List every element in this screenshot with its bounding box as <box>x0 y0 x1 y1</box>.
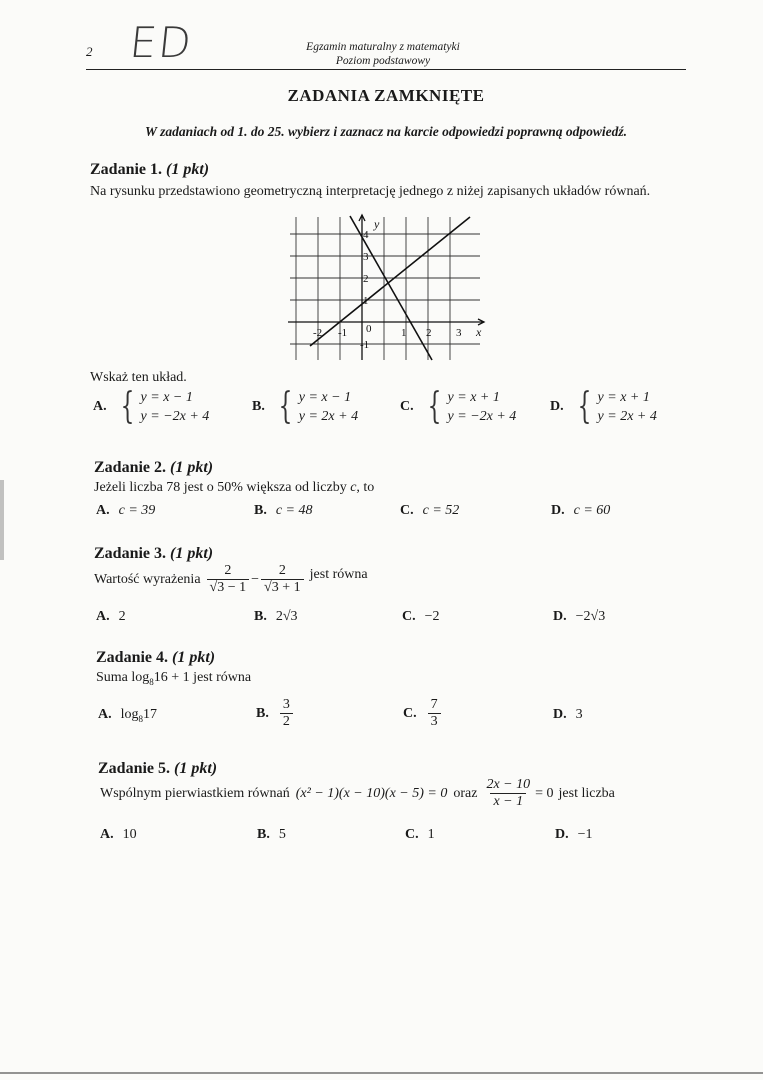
option-value: $\log_817$ <box>120 707 158 724</box>
task-5-option-b[interactable] <box>257 827 286 843</box>
minus-sign: − <box>251 571 260 587</box>
fraction-denominator: 3 <box>428 713 441 730</box>
y-tick: 4 <box>363 229 369 241</box>
task-3-text <box>94 563 368 596</box>
equation-2: y = 2x + 4 <box>597 409 657 424</box>
task-2-option-b[interactable] <box>254 503 313 519</box>
exam-level: Poziom podstawowy <box>335 55 431 67</box>
option-value: 2√3 <box>275 609 298 624</box>
option-label: D. <box>551 503 565 518</box>
option-value: 5 <box>278 827 286 842</box>
option-label: C. <box>400 399 414 414</box>
task-title-text: Zadanie 4. <box>96 649 169 666</box>
option-label: B. <box>256 705 269 721</box>
exam-title: Egzamin maturalny z matematyki <box>306 41 460 53</box>
equation-1: y = x − 1 <box>298 390 352 405</box>
x-tick: 3 <box>456 327 462 339</box>
option-label: B. <box>254 503 267 518</box>
option-value: c = 60 <box>573 503 611 518</box>
handwritten-initials: ED <box>127 18 196 67</box>
task-1-option-b[interactable]: B. { y = x − 1 y = 2x + 4 <box>252 386 359 427</box>
task-title-text: Zadanie 3. <box>94 545 167 562</box>
equation-2: y = 2x + 4 <box>298 409 359 424</box>
task-5-option-c[interactable] <box>405 827 435 843</box>
x-tick: -1 <box>338 327 348 339</box>
task-4-option-a[interactable] <box>98 707 157 724</box>
task-1-question: Wskaż ten układ. <box>90 370 187 385</box>
task-4-option-c[interactable] <box>403 697 443 730</box>
text-part: Wspólnym pierwiastkiem równań <box>100 785 290 801</box>
fraction-numerator: 2 <box>224 563 232 578</box>
instructions: W zadaniach od 1. do 25. wybierz i zaznacz na karcie odpowiedzi poprawną odpowiedź. <box>144 124 628 139</box>
task-1-option-c[interactable]: C. { y = x + 1 y = −2x + 4 <box>400 386 517 427</box>
option-label: B. <box>252 399 265 414</box>
task-points: (1 pkt) <box>166 161 210 178</box>
fraction-1 <box>207 563 250 596</box>
page-number: 2 <box>86 44 93 59</box>
x-tick: 0 <box>366 323 372 335</box>
task-1-text: Na rysunku przedstawiono geometryczną interpretację jednego z niżej zapisanych układów równań. <box>90 184 651 199</box>
header-rule <box>86 69 686 70</box>
task-5-text <box>100 777 615 810</box>
equation-1: y = x − 1 <box>140 390 193 405</box>
x-tick: 1 <box>401 327 407 339</box>
y-tick: 3 <box>363 251 369 263</box>
option-value: 2 <box>118 609 126 624</box>
option-value: 3 <box>575 707 583 722</box>
task-3-option-d[interactable] <box>553 609 605 625</box>
scan-edge-mark <box>0 480 4 560</box>
y-tick: 2 <box>363 273 369 285</box>
y-axis-label: y <box>374 217 380 231</box>
option-fraction <box>428 697 441 730</box>
option-value: c = 39 <box>118 503 156 518</box>
equation-b-tail: = 0 <box>535 785 554 801</box>
text-part: oraz <box>453 785 478 801</box>
option-label: C. <box>403 705 417 721</box>
option-label: A. <box>93 399 107 414</box>
option-value: −1 <box>577 827 593 842</box>
option-fraction <box>280 697 293 730</box>
option-value: −2√3 <box>575 609 606 624</box>
task-4-option-d[interactable] <box>553 707 583 723</box>
text-part: Suma log <box>96 670 150 685</box>
section-title: ZADANIA ZAMKNIĘTE <box>287 86 485 105</box>
task-points: (1 pkt) <box>174 760 218 777</box>
text-part: , to <box>356 480 375 495</box>
fraction-denominator: √3 − 1 <box>207 579 250 596</box>
option-label: B. <box>254 609 267 624</box>
fraction-denominator: x − 1 <box>490 793 526 810</box>
equation-2: y = −2x + 4 <box>447 409 517 424</box>
option-value: c = 52 <box>422 503 460 518</box>
y-tick: -1 <box>360 339 370 351</box>
option-label: A. <box>96 609 110 624</box>
option-label: D. <box>553 707 567 722</box>
task-2-text <box>94 479 374 496</box>
graph-lines <box>310 216 470 360</box>
task-5-option-a[interactable] <box>100 827 137 843</box>
fraction-numerator: 2 <box>278 563 286 578</box>
task-1-graph <box>280 212 490 362</box>
x-tick: -2 <box>313 327 323 339</box>
task-5-title <box>98 760 217 778</box>
task-1-option-a[interactable]: A. { y = x − 1 y = −2x + 4 <box>93 386 210 427</box>
x-tick: 2 <box>426 327 432 339</box>
fraction-numerator: 2x − 10 <box>486 777 531 792</box>
x-axis-label: x <box>476 325 482 339</box>
task-4-option-b[interactable] <box>256 697 295 730</box>
option-label: D. <box>550 399 564 414</box>
option-label: D. <box>555 827 569 842</box>
task-points: (1 pkt) <box>172 649 216 666</box>
text-part: Jeżeli liczba 78 jest o 50% większa od liczby <box>94 480 351 495</box>
task-points: (1 pkt) <box>170 459 214 476</box>
task-1-option-d[interactable]: D. { y = x + 1 y = 2x + 4 <box>550 386 657 427</box>
option-label: A. <box>98 707 112 723</box>
option-value: 10 <box>122 827 137 842</box>
task-title-text: Zadanie 5. <box>98 760 171 777</box>
equation-a: (x² − 1)(x − 10)(x − 5) = 0 <box>295 785 448 801</box>
task-points: (1 pkt) <box>170 545 214 562</box>
text-part: Wartość wyrażenia <box>94 571 201 587</box>
line-increasing <box>310 217 470 346</box>
option-label: B. <box>257 827 270 842</box>
task-1-title <box>90 161 209 179</box>
task-3-title <box>94 545 213 563</box>
task-3-option-a[interactable] <box>96 609 126 625</box>
task-title-text: Zadanie 1. <box>90 161 163 178</box>
task-2-option-d[interactable] <box>551 503 610 519</box>
text-part: jest równa <box>309 566 368 582</box>
task-5-option-d[interactable] <box>555 827 593 843</box>
equation-2: y = −2x + 4 <box>140 409 210 424</box>
task-3-option-c[interactable] <box>402 609 440 625</box>
equation-1: y = x + 1 <box>597 390 650 405</box>
y-tick: 1 <box>363 295 369 307</box>
option-label: A. <box>96 503 110 518</box>
task-title-text: Zadanie 2. <box>94 459 167 476</box>
equation-b-fraction <box>483 777 533 810</box>
task-3-option-b[interactable] <box>254 609 298 625</box>
option-label: C. <box>405 827 419 842</box>
task-2-option-a[interactable] <box>96 503 155 519</box>
option-label: C. <box>402 609 416 624</box>
option-value: −2 <box>424 609 440 624</box>
option-label: D. <box>553 609 567 624</box>
option-label: C. <box>400 503 414 518</box>
scan-bottom-edge <box>0 1072 763 1074</box>
task-2-title <box>94 459 213 477</box>
task-4-text <box>96 669 251 691</box>
fraction-numerator: 7 <box>430 697 438 712</box>
fraction-denominator: 2 <box>280 713 293 730</box>
variable-c: c <box>350 480 357 495</box>
fraction-2 <box>261 563 304 596</box>
text-part: jest liczba <box>558 785 615 801</box>
option-value: 1 <box>427 827 435 842</box>
fraction-denominator: √3 + 1 <box>261 579 304 596</box>
option-value: c = 48 <box>275 503 313 518</box>
fraction-numerator: 3 <box>282 697 290 712</box>
equation-1: y = x + 1 <box>447 390 500 405</box>
task-2-option-c[interactable] <box>400 503 459 519</box>
text-part: 16 + 1 jest równa <box>153 670 252 685</box>
option-label: A. <box>100 827 114 842</box>
log-base: 8 <box>149 676 154 687</box>
task-4-title <box>96 649 215 667</box>
